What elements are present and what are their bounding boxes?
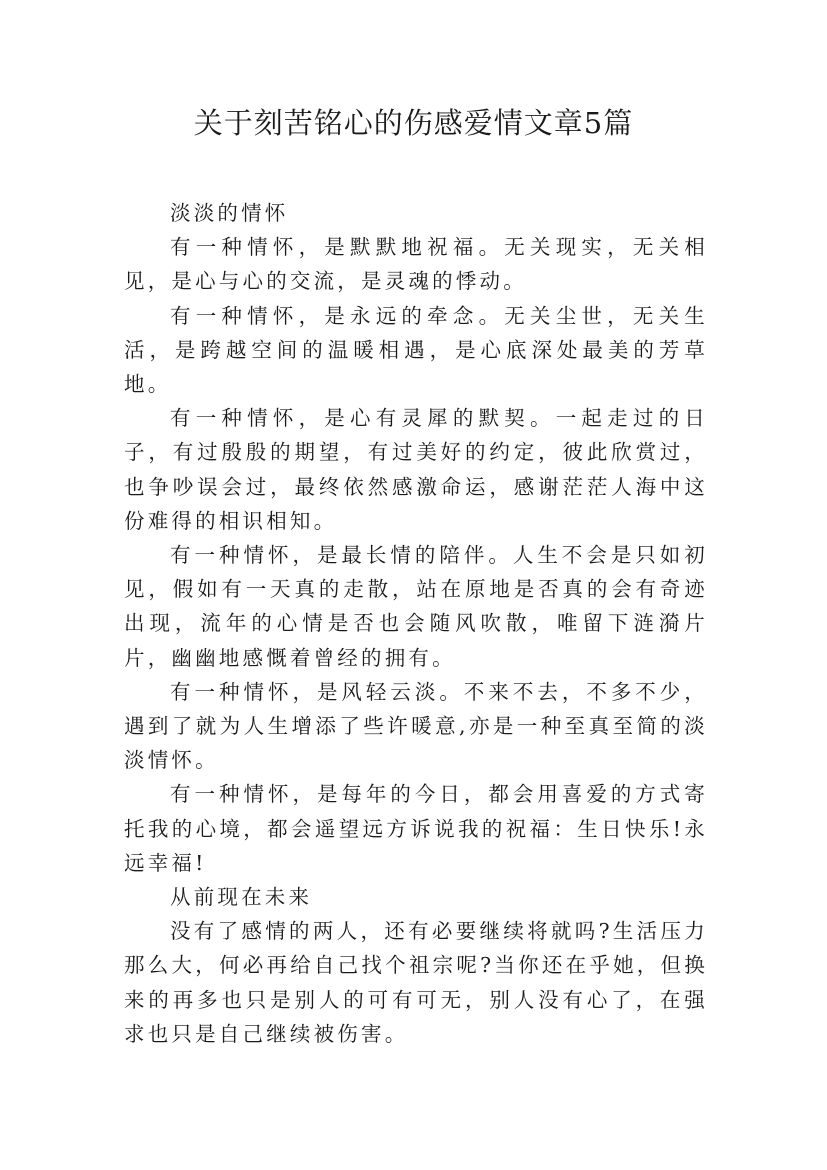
paragraph: 有一种情怀，是最长情的陪伴。人生不会是只如初见，假如有一天真的走散，站在原地是否真的会有奇迹出现，流年的心情是否也会随风吹散，唯留下涟漪片片，幽幽地感慨着曾经的拥有。 bbox=[124, 543, 708, 670]
paragraph: 有一种情怀，是永远的牵念。无关尘世，无关生活，是跨越空间的温暖相遇，是心底深处最美的芳草地。 bbox=[124, 303, 708, 397]
paragraph: 没有了感情的两人，还有必要继续将就吗?生活压力那么大，何必再给自己找个祖宗呢?当你还在乎她，但换来的再多也只是别人的可有可无，别人没有心了，在强求也只是自己继续被伤害。 bbox=[124, 919, 708, 1046]
section-heading: 淡淡的情怀 bbox=[170, 201, 289, 225]
paragraph: 有一种情怀，是每年的今日，都会用喜爱的方式寄托我的心境，都会遥望远方诉说我的祝福：生日快乐!永远幸福! bbox=[124, 782, 708, 875]
document-body bbox=[124, 196, 708, 1051]
paragraph: 有一种情怀，是心有灵犀的默契。一起走过的日子，有过殷殷的期望，有过美好的约定，彼此欣赏过，也争吵误会过，最终依然感激命运，感谢茫茫人海中这份难得的相识相知。 bbox=[124, 406, 708, 533]
paragraph: 有一种情怀，是默默地祝福。无关现实，无关相见，是心与心的交流，是灵魂的悸动。 bbox=[124, 235, 708, 294]
document-title: 关于刻苦铭心的伤感爱情文章5篇 bbox=[193, 106, 634, 140]
paragraph: 有一种情怀，是风轻云淡。不来不去，不多不少，遇到了就为人生增添了些许暖意,亦是一种至真至简的淡淡情怀。 bbox=[124, 679, 708, 773]
section-heading: 从前现在未来 bbox=[170, 885, 313, 910]
